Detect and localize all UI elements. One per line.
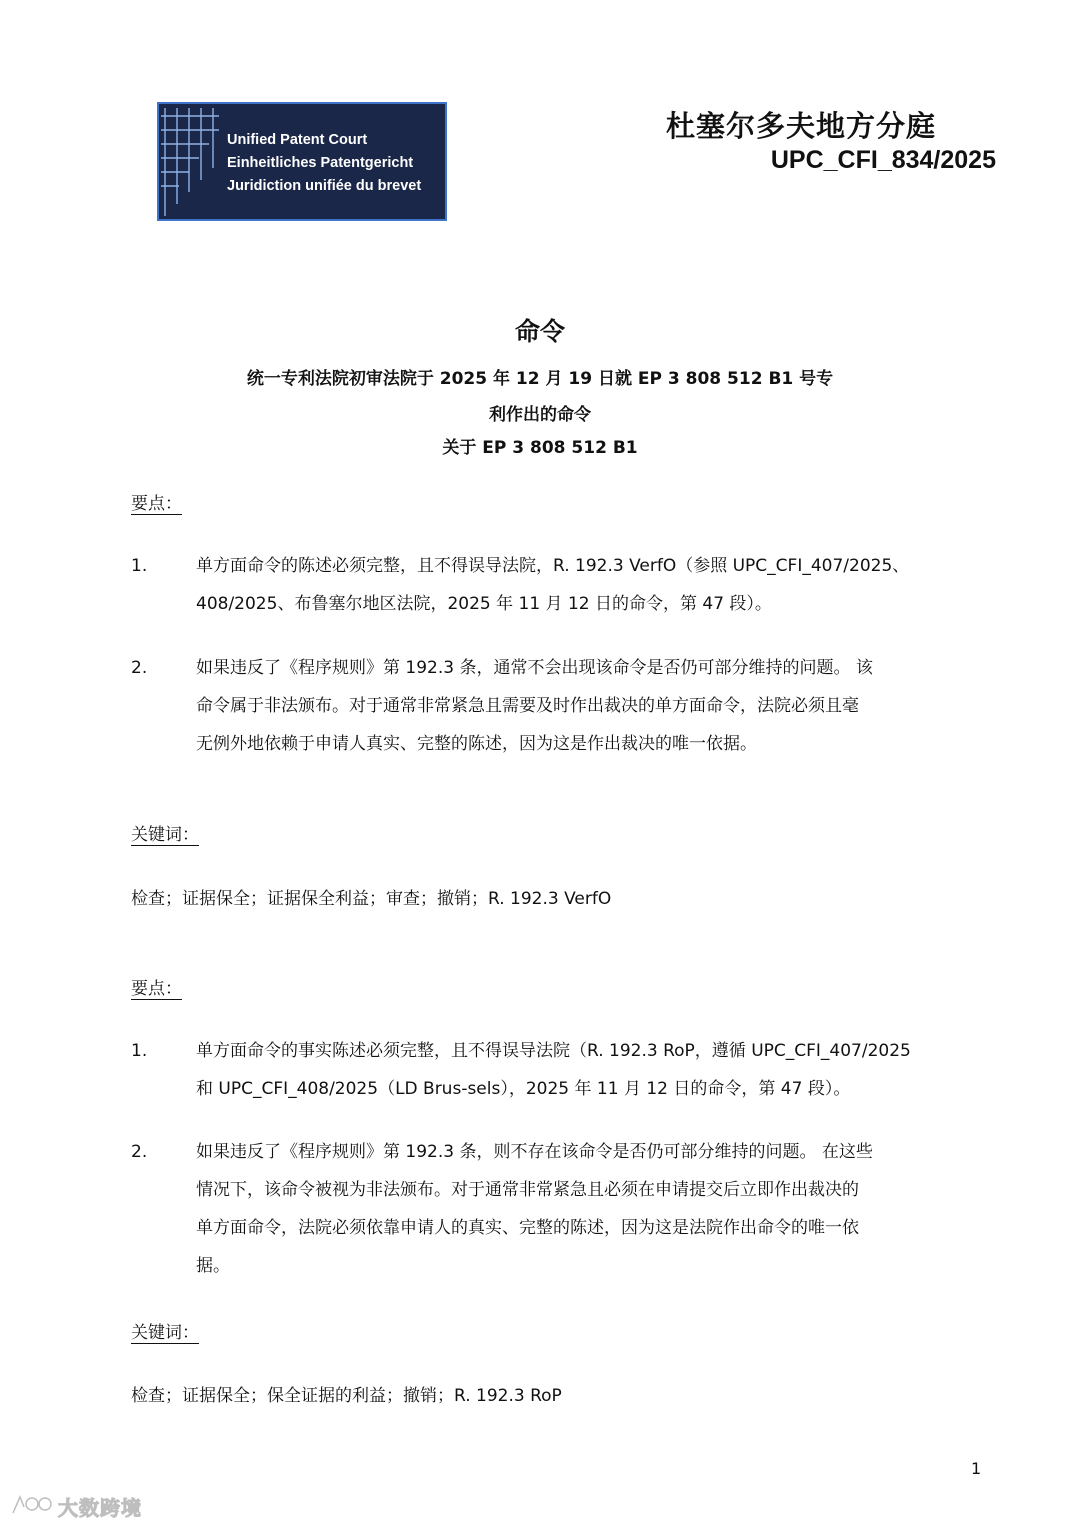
keywords-list: 检查；证据保全；保全证据的利益；撤销；R. 192.3 RoP (131, 1386, 562, 1406)
paragraph-line: 无例外地依赖于申请人真实、完整的陈述，因为这是作出裁决的唯一依据。 (196, 734, 757, 754)
logo-text (227, 129, 421, 198)
item-number: 2. (131, 658, 148, 678)
subtitle-line-3: 关于 EP 3 808 512 B1 (442, 438, 638, 458)
logo-line-fr: Juridiction unifiée du brevet (227, 178, 422, 194)
watermark-logo-icon (10, 1493, 54, 1519)
logo-line-de: Einheitliches Patentgericht (227, 155, 414, 171)
item-number: 2. (131, 1142, 148, 1162)
paragraph-line: 单方面命令的陈述必须完整，且不得误导法院，R. 192.3 VerfO（参照 UPC_CFI_407/2025、 (196, 556, 910, 576)
document-title: 命令 (514, 317, 565, 346)
item-number: 1. (131, 1041, 148, 1061)
paragraph-line: 408/2025、布鲁塞尔地区法院，2025 年 11 月 12 日的命令，第 47 段）。 (196, 594, 772, 614)
key-point-paragraph (196, 547, 996, 623)
keywords-heading: 关键词： (131, 1323, 199, 1343)
key-point-paragraph (196, 649, 996, 763)
subtitle-line-1: 统一专利法院初审法院于 2025 年 12 月 19 日就 EP 3 808 512 B1 号专 (246, 369, 834, 389)
upc-logo (157, 102, 447, 221)
court-name: 杜塞尔多夫地方分庭 (665, 109, 936, 143)
paragraph-line: 单方面命令，法院必须依靠申请人的真实、完整的陈述，因为这是法院作出命令的唯一依 (196, 1218, 859, 1238)
page-number: 1 (971, 1459, 982, 1478)
paragraph-line: 据。 (196, 1256, 230, 1276)
item-number: 1. (131, 556, 148, 576)
paragraph-line: 命令属于非法颁布。对于通常非常紧急且需要及时作出裁决的单方面命令，法院必须且毫 (196, 696, 859, 716)
keywords-list: 检查；证据保全；证据保全利益；审查；撤销；R. 192.3 VerfO (131, 889, 612, 909)
subtitle-line-2: 利作出的命令 (489, 405, 591, 425)
key-points-heading: 要点： (131, 979, 182, 999)
key-point-paragraph (196, 1133, 996, 1285)
paragraph-line: 如果违反了《程序规则》第 192.3 条，通常不会出现该命令是否仍可部分维持的问题。 该 (196, 658, 873, 678)
key-points-heading: 要点： (131, 494, 182, 514)
key-point-paragraph (196, 1032, 996, 1108)
paragraph-line: 如果违反了《程序规则》第 192.3 条，则不存在该命令是否仍可部分维持的问题。 在这些 (196, 1142, 873, 1162)
case-number: UPC_CFI_834/2025 (770, 146, 996, 174)
paragraph-line: 和 UPC_CFI_408/2025（LD Brus-sels），2025 年 11 月 12 日的命令，第 47 段）。 (196, 1079, 851, 1099)
paragraph-line: 单方面命令的事实陈述必须完整，且不得误导法院（R. 192.3 RoP，遵循 UPC_CFI_407/2025 (196, 1041, 911, 1061)
keywords-heading: 关键词： (131, 825, 199, 845)
watermark-text: 大数跨境 (58, 1495, 142, 1520)
paragraph-line: 情况下，该命令被视为非法颁布。对于通常非常紧急且必须在申请提交后立即作出裁决的 (196, 1180, 859, 1200)
watermark (10, 1492, 142, 1520)
logo-line-en: Unified Patent Court (227, 132, 368, 148)
